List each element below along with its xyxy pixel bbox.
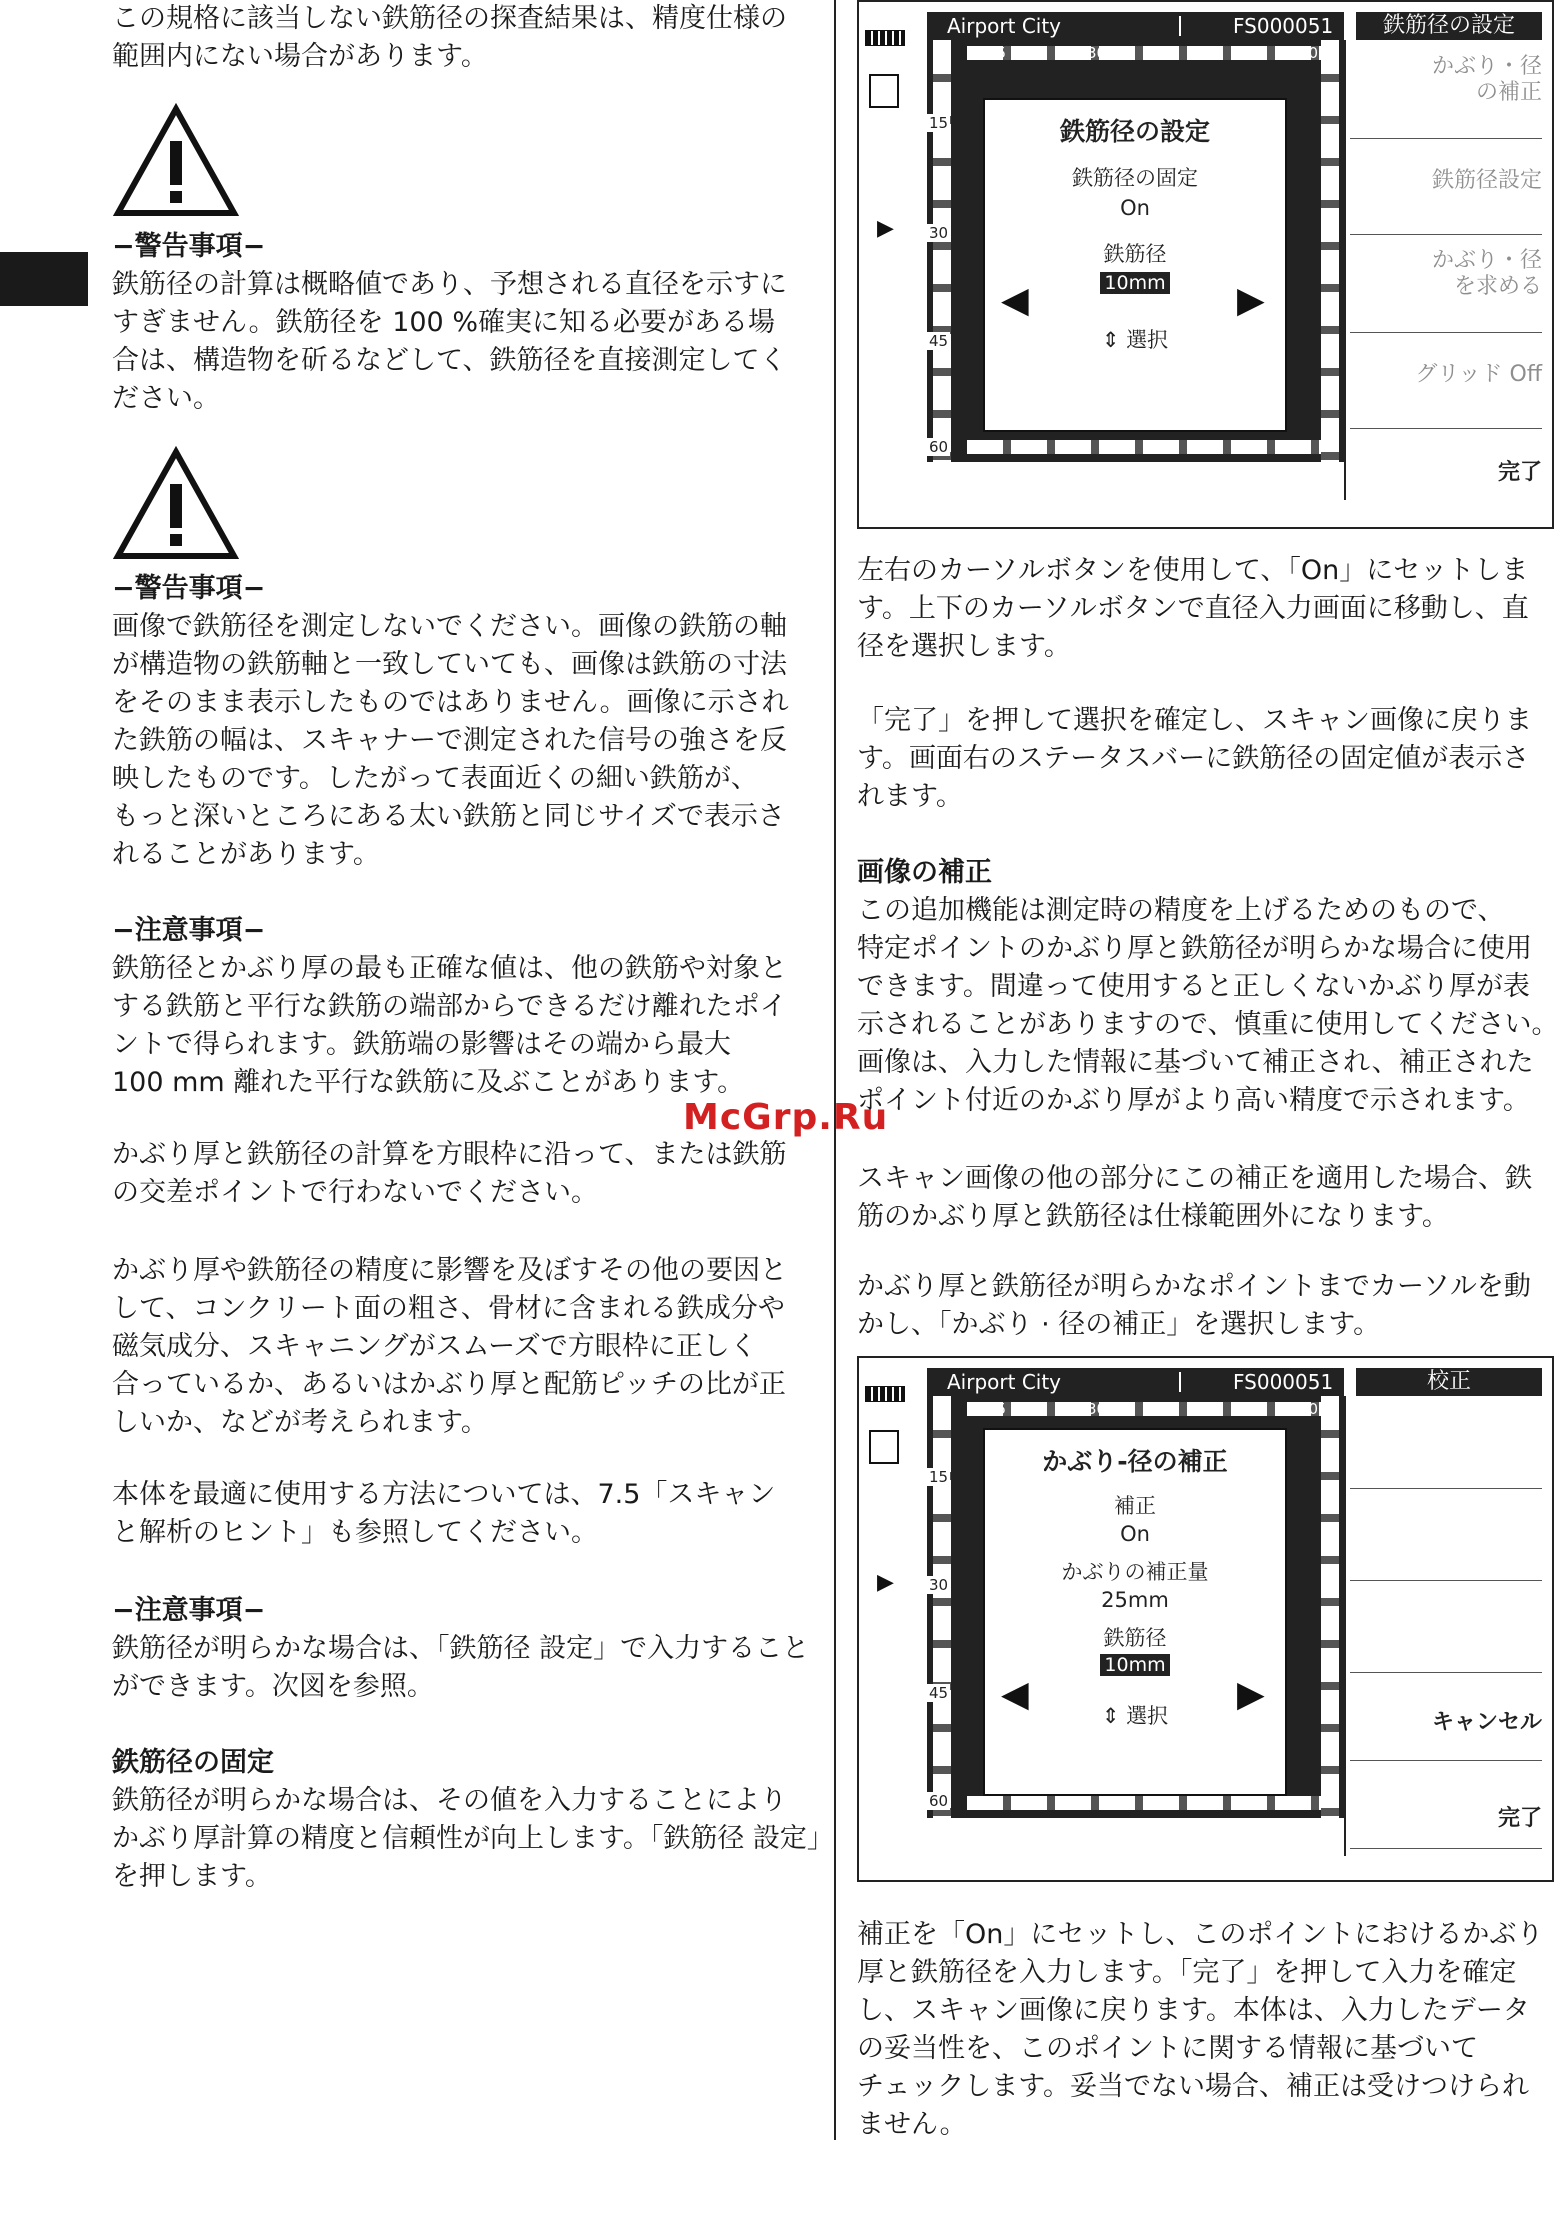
out-of-spec-paragraph: スキャン画像の他の部分にこの補正を適用した場合、鉄 筋のかぶり厚と鉄筋径は仕様範囲外になります。 [857, 1163, 1532, 1232]
warning-icon [112, 103, 240, 219]
select-correction-paragraph: かぶり厚と鉄筋径が明らかなポイントまでカーソルを動 かし、「かぶり · 径の補正」を選択します。 [857, 1271, 1531, 1340]
menu-item-diameter-setting[interactable]: 鉄筋径設定 [1431, 168, 1542, 193]
scan-id: FS000051 [1233, 1370, 1334, 1394]
battery-icon [865, 1386, 905, 1402]
tick-label: 45 [1187, 1400, 1207, 1418]
column-divider [834, 0, 836, 2140]
select-label: 選択 [1126, 1704, 1169, 1728]
confirm-instruction: 「完了」を押して選択を確定し、スキャン画像に戻りま す。画面右のステータスバーに鉄筋径の固定値が表示さ れます。 [857, 705, 1532, 812]
watermark: McGrp.Ru [683, 1097, 889, 1138]
menu-item-cover-correction[interactable]: かぶり・径 の補正 [1431, 54, 1542, 105]
grid-paragraph: かぶり厚と鉄筋径の計算を方眼枠に沿って、または鉄筋 の交差ポイントで行わないでください。 [112, 1139, 787, 1208]
panel-title: 校正 [1356, 1368, 1542, 1396]
cover-value[interactable]: 25mm [1101, 1588, 1169, 1612]
cover-correction-dialog [983, 1428, 1287, 1796]
tick-label: 45 [929, 332, 949, 350]
left-arrow-icon: ◀ [1001, 1674, 1029, 1715]
up-down-arrow-icon: ⇕ [1101, 1704, 1120, 1728]
tick-label: 60 [1299, 1400, 1319, 1418]
diameter-value[interactable]: 10mm [1100, 1654, 1169, 1676]
tick-label: 15 [987, 1400, 1007, 1418]
save-icon [869, 1430, 899, 1464]
caution1: −注意事項− 鉄筋径とかぶり厚の最も正確な値は、他の鉄筋や対象と する鉄筋と平行な鉄筋の端部からできるだけ離れたポイ ントで得られます。鉄筋端の影響はその端から最大 100 mm 離れた平行な鉄筋に及ぶことがあります。 [112, 915, 787, 1098]
softkey-menu [1344, 40, 1554, 500]
warning1: −警告事項− 鉄筋径の計算は概略値であり、予想される直径を示すに すぎません。鉄筋径を 100 %確実に知る必要がある場 合は、構造物を斫るなどして、鉄筋径を直接測定してく ださい。 [112, 231, 787, 414]
cursor-marker-icon: ▶ [877, 216, 894, 241]
project-name: Airport City [947, 14, 1062, 38]
battery-icon [865, 30, 905, 46]
tick-label: 15 [987, 44, 1007, 62]
correction-label: 補正 [1114, 1494, 1156, 1518]
menu-item-cancel[interactable]: キャンセル [1431, 1710, 1542, 1735]
diameter-setting-dialog [983, 98, 1287, 432]
tick-label: 60 [1299, 44, 1319, 62]
tick-label: 30 [929, 224, 949, 242]
tick-label: 15 [929, 1468, 949, 1486]
correction-instruction: 補正を「On」にセットし、このポイントにおけるかぶり 厚と鉄筋径を入力します。「完了」を押して入力を確定 し、スキャン画像に戻ります。本体は、入力したデータ の妥当性を、このポイントに関する情報に基づいて チェックします。妥当でない場合、補正は受けつけられ ません。 [857, 1919, 1544, 2140]
caution2: −注意事項− 鉄筋径が明らかな場合は、「鉄筋径 設定」で入力すること ができます。次図を参照。 [112, 1595, 810, 1702]
warning-icon [112, 446, 240, 562]
softkey-menu [1344, 1396, 1554, 1856]
project-name: Airport City [947, 1370, 1062, 1394]
diameter-value[interactable]: 10mm [1100, 272, 1169, 294]
right-arrow-icon: ▶ [1237, 280, 1265, 321]
panel-title: 鉄筋径の設定 [1356, 12, 1542, 40]
warning2: −警告事項− 画像で鉄筋径を測定しないでください。画像の鉄筋の軸 が構造物の鉄筋軸と一致していても、画像は鉄筋の寸法 をそのまま表示したものではありません。画像に示され た鉄筋の幅は、スキャナーで測定された信号の強さを反 映したものです。したがって表面近くの細い鉄筋が、 もっと深いところにある太い鉄筋と同じサイズで表示さ れることがあります。 [112, 573, 789, 870]
intro-paragraph: この規格に該当しない鉄筋径の探査結果は、精度仕様の 範囲内にない場合があります。 [112, 3, 787, 72]
menu-item-grid-off[interactable]: グリッド Off [1415, 362, 1542, 387]
dialog-title: かぶり-径の補正 [1042, 1447, 1228, 1476]
tick-label: 60 [929, 1792, 949, 1810]
tick-label: 30 [1087, 1400, 1107, 1418]
up-down-arrow-icon: ⇕ [1101, 328, 1120, 352]
menu-item-done[interactable]: 完了 [1497, 460, 1542, 485]
select-label: 選択 [1126, 328, 1169, 352]
chapter-tab [0, 252, 88, 306]
image-correction-section: 画像の補正 この追加機能は測定時の精度を上げるためのもので、 特定ポイントのかぶり厚と鉄筋径が明らかな場合に使用 できます。間違って使用すると正しくないかぶり厚が表 示されることがありますので、慎重に使用してください。 画像は、入力した情報に基づいて補正され、補正された ポイント付近のかぶり厚がより高い精度で示されます。 [857, 857, 1559, 1116]
status-bar [927, 1368, 1344, 1396]
save-icon [869, 74, 899, 108]
fixed-diameter-section: 鉄筋径の固定 鉄筋径が明らかな場合は、その値を入力することにより かぶり厚計算の精度と信頼性が向上します。「鉄筋径 設定」 を押します。 [112, 1747, 834, 1892]
cursor-instruction: 左右のカーソルボタンを使用して、「On」にセットしま す。上下のカーソルボタンで直径入力画面に移動し、直 径を選択します。 [857, 555, 1529, 662]
tick-label: 45 [1187, 44, 1207, 62]
diameter-label: 鉄筋径 [1103, 1626, 1167, 1650]
diameter-label: 鉄筋径 [1103, 242, 1167, 266]
hint-paragraph: 本体を最適に使用する方法については、7.5「スキャン と解析のヒント」も参照してください。 [112, 1479, 776, 1548]
status-bar [927, 12, 1344, 40]
left-arrow-icon: ◀ [1001, 280, 1029, 321]
cover-label: かぶりの補正量 [1061, 1560, 1209, 1584]
tick-label: 30 [929, 1576, 949, 1594]
tick-label: 45 [929, 1684, 949, 1702]
tick-label: 30 [1087, 44, 1107, 62]
tick-label: 15 [929, 114, 949, 132]
select-hint [985, 324, 1285, 354]
right-arrow-icon: ▶ [1237, 1674, 1265, 1715]
cursor-marker-icon: ▶ [877, 1570, 894, 1595]
dialog-title: 鉄筋径の設定 [1059, 117, 1210, 146]
menu-item-find-cover[interactable]: かぶり・径 を求める [1431, 248, 1542, 299]
device-screen-calibration [857, 1356, 1554, 1882]
menu-item-done[interactable]: 完了 [1497, 1806, 1542, 1831]
factors-paragraph: かぶり厚や鉄筋径の精度に影響を及ぼすその他の要因と して、コンクリート面の粗さ、骨材に含まれる鉄成分や 磁気成分、スキャニングがスムーズで方眼枠に正しく 合っているか、あるいはかぶり厚と配筋ピッチの比が正 しいか、などが考えられます。 [112, 1255, 787, 1438]
device-screen-diameter-setting [857, 0, 1554, 529]
fix-label: 鉄筋径の固定 [1072, 166, 1198, 190]
correction-value[interactable]: On [1120, 1522, 1150, 1546]
scan-id: FS000051 [1233, 14, 1334, 38]
tick-label: 60 [929, 438, 949, 456]
fix-value[interactable]: On [1120, 196, 1150, 220]
